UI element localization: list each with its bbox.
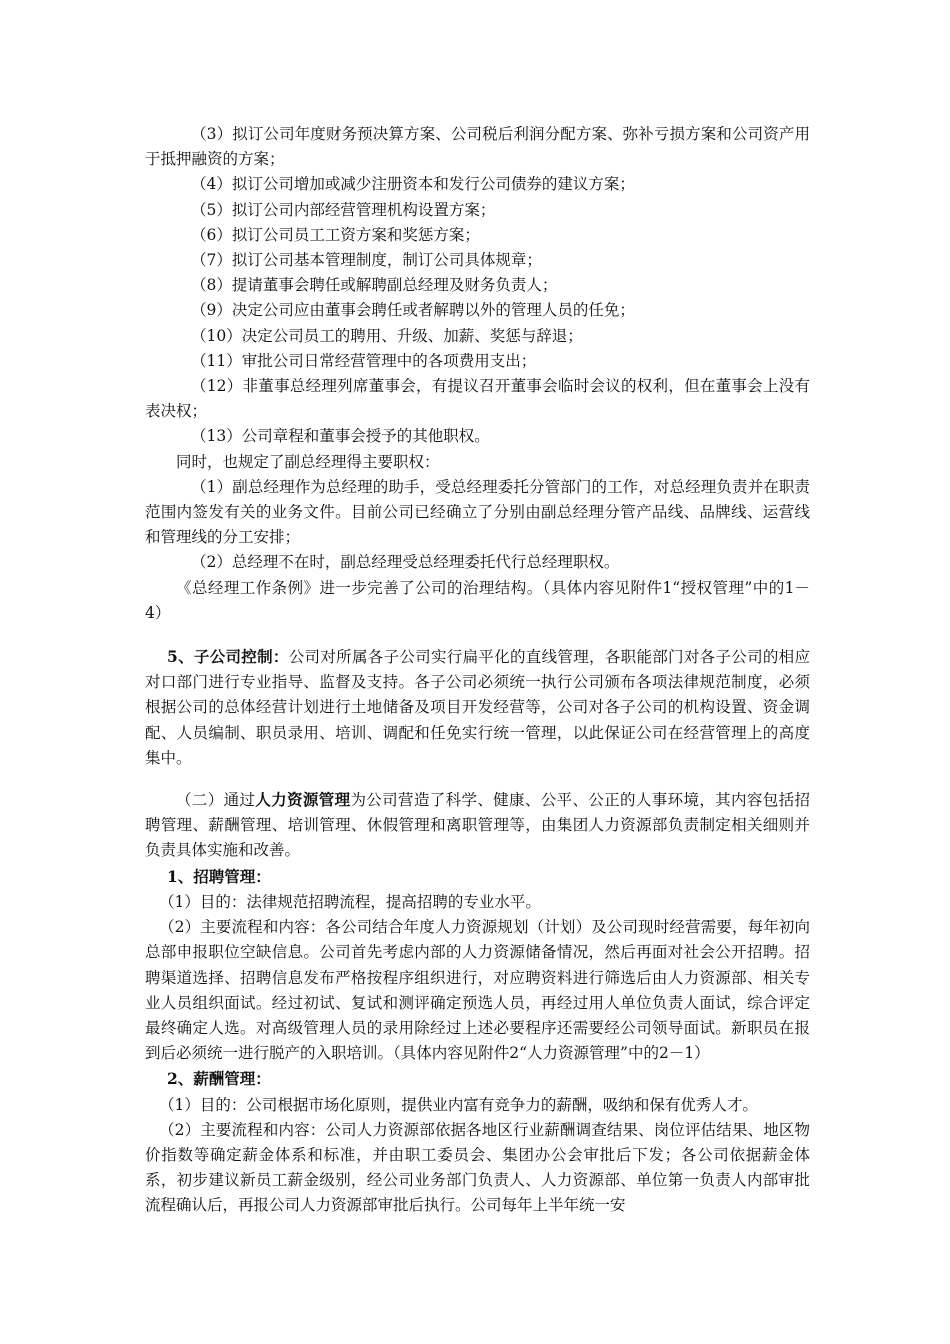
recruit-heading-text: 1、招聘管理： xyxy=(167,866,271,886)
deputy-power-item: （2）总经理不在时，副总经理受总经理委托代行总经理职权。 xyxy=(191,553,620,572)
gm-power-item: （5）拟订公司内部经营管理机构设置方案； xyxy=(191,200,496,219)
hr-prefix: （二）通过 xyxy=(176,791,256,810)
salary-heading-text: 2、薪酬管理： xyxy=(167,1069,271,1089)
hr-paragraph xyxy=(145,787,810,864)
hr-text: 为公司营造了科学、健康、公平、公正的人事环境，其内容包括招聘管理、薪酬管理、培训管理、休假管理和离职管理等，由集团人力资源部负责制定相关细则并负责具体实施和改善。 xyxy=(145,791,810,860)
subsidiary-heading: 5、子公司控制： xyxy=(167,647,289,667)
gm-power-item: （8）提请董事会聘任或解聘副总经理及财务负责人； xyxy=(191,276,558,295)
gm-power-item: （10）决定公司员工的聘用、升级、加薪、奖惩与辞退； xyxy=(191,326,583,345)
hr-bold: 人力资源管理 xyxy=(255,790,351,810)
gm-power-item: （11）审批公司日常经营管理中的各项费用支出； xyxy=(191,351,537,370)
regulation-note: 《总经理工作条例》进一步完善了公司的治理结构。（具体内容见附件1“授权管理”中的1－4） xyxy=(145,578,810,622)
salary-heading xyxy=(145,1066,810,1092)
subsidiary-text: 公司对所属各子公司实行扁平化的直线管理，各职能部门对各子公司的相应对口部门进行专业指导、监督及支持。各子公司必须统一执行公司颁布各项法律规范制度，必须根据公司的总体经营计划进行土地储备及项目开发经营等，公司对各子公司的机构设置、资金调配、人员编制、职员录用、培训、调配和任免实行统一管理，以此保证公司在经营管理上的高度集中。 xyxy=(145,648,810,767)
deputy-power-item: （1）副总经理作为总经理的助手，受总经理委托分管部门的工作，对总经理负责并在职责范围内签发有关的业务文件。目前公司已经确立了分别由副总经理分管产品线、品牌线、运营线和管理线的分工安排； xyxy=(145,477,810,547)
gm-power-item: （12）非董事总经理列席董事会，有提议召开董事会临时会议的权利，但在董事会上没有表决权； xyxy=(145,377,810,421)
document-body xyxy=(145,122,810,1219)
recruit-goal: （1）目的：法律规范招聘流程，提高招聘的专业水平。 xyxy=(159,892,541,911)
gm-power-item: （3）拟订公司年度财务预决算方案、公司税后利润分配方案、弥补亏损方案和公司资产用于抵押融资的方案； xyxy=(145,125,810,169)
deputy-intro: 同时，也规定了副总经理得主要职权： xyxy=(176,452,440,471)
salary-process: （2）主要流程和内容：公司人力资源部依据各地区行业薪酬调查结果、岗位评估结果、地区物价指数等确定薪金体系和标准，并由职工委员会、集团办公会审批后下发；各公司依据薪金体系，初步建议新员工薪金级别，经公司业务部门负责人、人力资源部、单位第一负责人内部审批流程确认后，再报公司人力资源部审批后执行。公司每年上半年统一安 xyxy=(145,1120,810,1215)
gm-power-item: （6）拟订公司员工工资方案和奖惩方案； xyxy=(191,225,480,244)
gm-power-item: （13）公司章程和董事会授予的其他职权。 xyxy=(191,427,490,446)
recruit-heading xyxy=(145,864,810,890)
recruit-process: （2）主要流程和内容：各公司结合年度人力资源规划（计划）及公司现时经营需要，每年初向总部申报职位空缺信息。公司首先考虑内部的人力资源储备情况，然后再面对社会公开招聘。招聘渠道选择、招聘信息发布严格按程序组织进行，对应聘资料进行筛选后由人力资源部、相关专业人员组织面试。经过初试、复试和测评确定预选人员，再经过用人单位负责人面试，综合评定最终确定人选。对高级管理人员的录用除经过上述必要程序还需要经公司领导面试。新职员在报到后必须统一进行脱产的入职培训。（具体内容见附件2“人力资源管理”中的2－1） xyxy=(145,918,810,1063)
gm-power-item: （4）拟订公司增加或减少注册资本和发行公司债券的建议方案； xyxy=(191,175,635,194)
gm-power-item: （9）决定公司应由董事会聘任或者解聘以外的管理人员的任免； xyxy=(191,301,635,320)
gm-power-item: （7）拟订公司基本管理制度，制订公司具体规章； xyxy=(191,251,542,270)
salary-goal: （1）目的：公司根据市场化原则，提供业内富有竞争力的薪酬，吸纳和保有优秀人才。 xyxy=(159,1095,758,1114)
subsidiary-paragraph xyxy=(145,644,810,771)
